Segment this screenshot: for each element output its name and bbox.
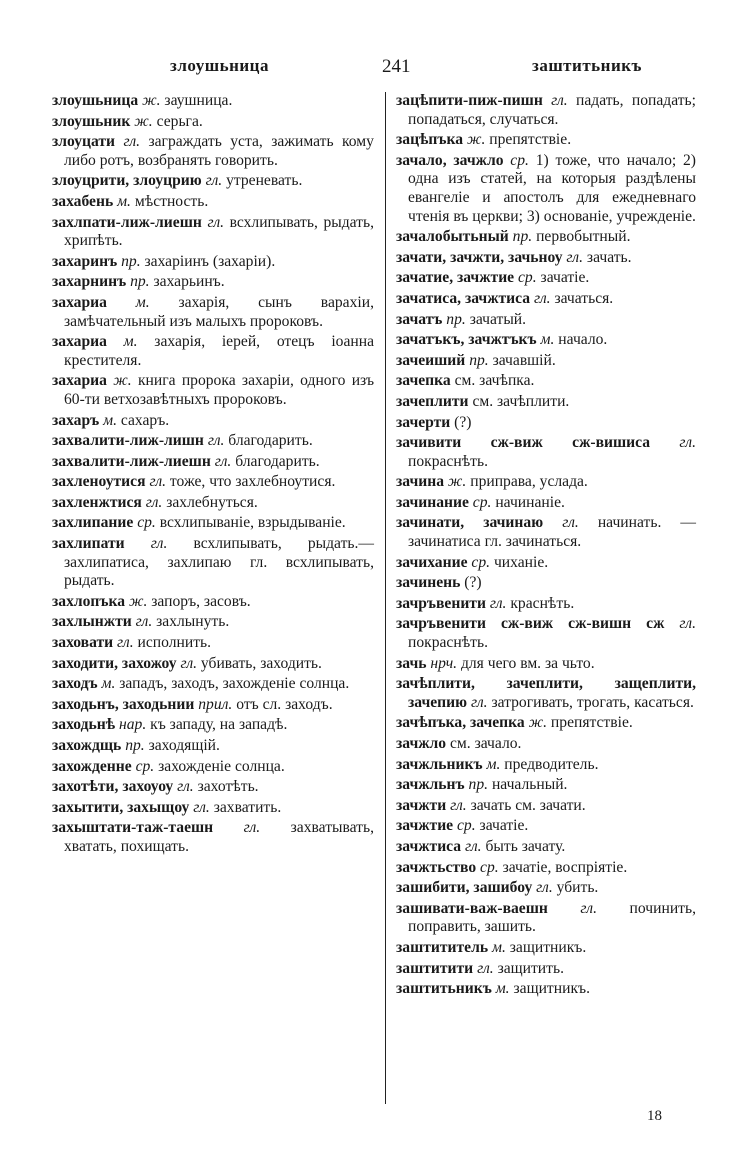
headword: зашибити, зашибоу (396, 879, 533, 897)
headword: захарнинъ (52, 273, 127, 291)
definition: (?) (454, 413, 472, 431)
headword: захлпати-лиж-лиешн (52, 213, 202, 231)
definition: 1) тоже, что начало; 2) одна изъ статей, на которыя раздѣлены евангеліе и апостолъ для ежедневнаго чтенія въ церкви; 3) основаніе, учрежденіе. (408, 151, 696, 225)
headword: зачерти (396, 413, 451, 431)
dictionary-entry (396, 879, 696, 898)
dictionary-entry (396, 960, 696, 979)
part-of-speech: пр. (121, 252, 141, 270)
part-of-speech: ср. (457, 817, 476, 835)
dictionary-entry (396, 817, 696, 836)
dictionary-entry (52, 696, 374, 715)
part-of-speech: гл. (177, 778, 194, 796)
dictionary-entry (396, 393, 696, 412)
headword: захариа (52, 372, 107, 390)
headword: зачинание (396, 493, 469, 511)
headword: зачръвенити сж-виж сж-вишн сж (396, 615, 665, 633)
part-of-speech: гл. (489, 594, 507, 612)
part-of-speech: ж. (528, 714, 548, 732)
definition: зачать. (586, 248, 632, 266)
dictionary-entry (52, 432, 374, 451)
dictionary-entry (52, 593, 374, 612)
part-of-speech: м. (123, 333, 138, 351)
dictionary-entry (396, 352, 696, 371)
part-of-speech: м. (540, 331, 555, 349)
part-of-speech: гл. (207, 213, 225, 231)
part-of-speech: гл. (123, 133, 141, 151)
definition: затрогивать, трогать, касаться. (491, 693, 694, 711)
dictionary-entry (396, 980, 696, 999)
dictionary-entry (52, 634, 374, 653)
definition: препятствіе. (489, 131, 572, 149)
headword: захаринъ (52, 252, 118, 270)
dictionary-entry (396, 92, 696, 129)
headword: зачжтиса (396, 837, 462, 855)
definition: зачатіе, воспріятіе. (502, 858, 628, 876)
definition: заушница. (164, 92, 233, 109)
headword: захотѣти, захоуоу (52, 778, 174, 796)
definition: для чего вм. за чьто. (460, 654, 595, 672)
dictionary-entry (396, 735, 696, 754)
dictionary-entry (52, 133, 374, 170)
definition: всхлипываніе, взрыдываніе. (159, 514, 346, 532)
part-of-speech: гл. (566, 248, 583, 266)
definition: къ западу, на западѣ. (150, 716, 288, 734)
part-of-speech: гл. (450, 796, 467, 814)
headword: зачѣплити, зачеплити, защеплити, зачепию (396, 675, 696, 711)
headword: зачина (396, 473, 444, 491)
dictionary-entry (396, 269, 696, 288)
headword: захленжтися (52, 493, 142, 511)
definition: починить, поправить, зашить. (408, 899, 696, 936)
headword: захлипати (52, 535, 125, 553)
headword: захвалити-лиж-лишн (52, 432, 204, 450)
definition: убивать, заходить. (200, 654, 322, 672)
part-of-speech: гл. (536, 879, 553, 897)
right-column (396, 92, 696, 1001)
headword: зачжльнъ (396, 776, 465, 794)
headword: злоуцрити, злоуцрию (52, 172, 202, 190)
definition: приправа, услада. (470, 473, 588, 491)
definition: зачатіе. (540, 269, 590, 287)
headword: зачжтие (396, 817, 454, 835)
definition: см. зачѣпка. (454, 372, 535, 390)
headword: злоуцати (52, 133, 116, 151)
left-running-head: злоушьница (170, 56, 269, 75)
headword: захлынжти (52, 613, 132, 631)
dictionary-entry (52, 737, 374, 756)
dictionary-entry (52, 372, 374, 409)
definition: покраснѣть. (408, 452, 488, 470)
part-of-speech: гл. (205, 172, 223, 190)
dictionary-entry (52, 535, 374, 591)
dictionary-entry (396, 595, 696, 614)
definition: захарьинъ. (153, 273, 225, 291)
dictionary-entry (52, 453, 374, 472)
dictionary-entry (52, 799, 374, 818)
definition: начинаніе. (495, 493, 565, 511)
definition: зачать см. зачати. (470, 796, 586, 814)
headword: зачати, зачжти, зачьноу (396, 248, 563, 266)
definition: см. зачѣплити. (472, 392, 570, 410)
part-of-speech: м. (117, 192, 131, 210)
dictionary-entry (396, 756, 696, 775)
headword: заштитьникъ (396, 980, 492, 998)
headword: захариа (52, 333, 107, 351)
dictionary-entry (396, 554, 696, 573)
part-of-speech: м. (101, 675, 116, 693)
headword: зашивати-важ-ваешн (396, 899, 548, 917)
part-of-speech: ж. (113, 372, 132, 390)
dictionary-entry (52, 494, 374, 513)
dictionary-entry (396, 776, 696, 795)
part-of-speech: пр. (125, 737, 145, 754)
headword: заходити, захожоу (52, 654, 177, 672)
definition: заходящій. (148, 737, 220, 754)
dictionary-entry (396, 514, 696, 551)
dictionary-entry (52, 92, 374, 111)
dictionary-entry (396, 574, 696, 593)
part-of-speech: м. (103, 411, 117, 429)
dictionary-entry (52, 655, 374, 674)
dictionary-entry (52, 758, 374, 777)
definition: книга пророка захаріи, одного изъ 60-ти ветхозавѣтныхъ пророковъ. (64, 372, 375, 408)
part-of-speech: пр. (446, 310, 466, 328)
left-column (52, 92, 374, 859)
part-of-speech: ср. (480, 858, 499, 876)
headword: заходъ (52, 675, 98, 693)
headword: зачжти (396, 796, 447, 814)
definition: покраснѣть. (408, 634, 488, 652)
dictionary-entry (52, 819, 374, 856)
headword: зачатие, зачжтие (396, 269, 515, 287)
part-of-speech: гл. (465, 837, 482, 855)
definition: препятствіе. (550, 714, 633, 732)
definition: всхлипывать, рыдать.— захлипатиса, захлипаю гл. всхлипывать, рыдать. (64, 535, 374, 590)
definition: мѣстность. (134, 192, 209, 210)
headword: зачѣпъка, зачепка (396, 714, 525, 732)
part-of-speech: гл. (149, 473, 167, 491)
dictionary-entry (52, 514, 374, 533)
definition: захватить. (213, 798, 282, 816)
definition: начало. (558, 331, 608, 349)
definition: (?) (464, 574, 482, 592)
definition: быть зачату. (485, 837, 566, 855)
dictionary-entry (396, 838, 696, 857)
definition: зачавшій. (492, 351, 556, 369)
part-of-speech: гл. (679, 434, 696, 452)
part-of-speech: гл. (533, 289, 551, 307)
definition: зачатіе. (479, 817, 529, 835)
definition: захватывать, хватать, похищать. (64, 819, 374, 855)
headword: зачжло (396, 735, 447, 752)
column-divider (385, 92, 386, 1104)
dictionary-entry (52, 253, 374, 272)
headword: злоушьник (52, 112, 131, 130)
part-of-speech: м. (486, 755, 501, 773)
definition: зачатый. (469, 310, 527, 328)
definition: краснѣть. (510, 594, 575, 612)
part-of-speech: пр. (468, 776, 489, 794)
dictionary-entry (52, 294, 374, 331)
headword: зачихание (396, 553, 468, 571)
part-of-speech: гл. (679, 615, 696, 633)
part-of-speech: гл. (180, 654, 198, 672)
part-of-speech: гл. (150, 535, 168, 553)
dictionary-entry (396, 655, 696, 674)
dictionary-entry (396, 372, 696, 391)
headword: зачивити сж-виж сж-вишиса (396, 434, 651, 452)
definition: чиханіе. (493, 553, 549, 571)
dictionary-entry (52, 113, 374, 132)
headword: захытити, захыщоу (52, 798, 190, 816)
headword: заховати (52, 634, 114, 652)
page-number: 241 (382, 56, 411, 77)
headword: зачеплити (396, 392, 469, 410)
dictionary-entry (396, 331, 696, 350)
part-of-speech: ср. (137, 514, 156, 532)
headword: злоушьница (52, 92, 139, 109)
part-of-speech: нрч. (430, 654, 458, 672)
definition: утреневать. (226, 172, 303, 190)
part-of-speech: прил. (198, 695, 233, 713)
headword: захождщь (52, 737, 122, 754)
part-of-speech: гл. (470, 693, 488, 711)
part-of-speech: м. (495, 980, 510, 998)
dictionary-entry (396, 615, 696, 652)
headword: захожденне (52, 757, 132, 775)
part-of-speech: ж. (134, 112, 153, 130)
dictionary-entry (396, 434, 696, 471)
part-of-speech: нар. (119, 716, 147, 734)
definition: благодарить. (228, 432, 313, 450)
part-of-speech: ж. (128, 592, 148, 610)
dictionary-entry (52, 778, 374, 797)
part-of-speech: м. (135, 293, 150, 311)
dictionary-entry (52, 214, 374, 251)
definition: захлебнуться. (166, 493, 258, 511)
part-of-speech: ср. (518, 269, 537, 287)
definition: защитникъ. (513, 980, 590, 998)
dictionary-entry (396, 249, 696, 268)
part-of-speech: м. (492, 938, 506, 956)
headword: заходьнѣ (52, 716, 116, 734)
part-of-speech: ср. (472, 493, 492, 511)
headword: зацѣпъка (396, 131, 464, 149)
part-of-speech: ср. (471, 553, 491, 571)
part-of-speech: гл. (580, 899, 597, 917)
dictionary-entry (396, 311, 696, 330)
dictionary-entry (396, 131, 696, 150)
part-of-speech: гл. (145, 493, 163, 511)
definition: захлынуть. (156, 613, 230, 631)
part-of-speech: гл. (562, 514, 579, 532)
part-of-speech: ж. (447, 473, 467, 491)
definition: тоже, что захлебноутися. (169, 473, 336, 491)
dictionary-entry (52, 412, 374, 431)
part-of-speech: гл. (207, 432, 225, 450)
right-running-head: заштитьникъ (532, 56, 642, 75)
part-of-speech: гл. (117, 634, 134, 652)
headword: зачало, зачжло (396, 151, 504, 169)
headword: заштититель (396, 938, 489, 956)
headword: зачжльникъ (396, 755, 483, 773)
definition: отъ сл. заходъ. (236, 695, 333, 713)
running-header (52, 56, 669, 84)
definition: зачаться. (554, 289, 614, 307)
headword: захленоутися (52, 473, 146, 491)
dictionary-entry (396, 900, 696, 937)
definition: начальный. (491, 776, 568, 794)
part-of-speech: ср. (135, 757, 155, 775)
part-of-speech: ж. (466, 131, 486, 149)
definition: защитить. (497, 959, 564, 977)
definition: первобытный. (536, 228, 631, 246)
signature-mark: 18 (647, 1108, 662, 1124)
definition: захарія, іерей, отецъ іоанна крестителя. (64, 333, 374, 369)
dictionary-entry (52, 675, 374, 694)
headword: зачинень (396, 574, 461, 592)
dictionary-entry (396, 414, 696, 433)
headword: заштитити (396, 959, 474, 977)
headword: зачатъ (396, 310, 443, 328)
definition: предводитель. (504, 755, 599, 773)
headword: зачжтьство (396, 858, 477, 876)
part-of-speech: гл. (135, 613, 153, 631)
definition: благодарить. (235, 452, 320, 470)
dictionary-entry (52, 172, 374, 191)
definition: убить. (556, 879, 599, 897)
headword: зацѣпити-пиж-пишн (396, 92, 543, 109)
headword: захыштати-таж-таешн (52, 819, 214, 837)
dictionary-entry (52, 716, 374, 735)
definition: сахаръ. (120, 411, 170, 429)
definition: захотѣть. (197, 778, 259, 796)
headword: зачепка (396, 372, 451, 390)
headword: захлопъка (52, 592, 126, 610)
dictionary-entry (396, 675, 696, 712)
headword: зачь (396, 654, 427, 672)
definition: см. зачало. (450, 735, 522, 752)
definition: захарія, сынъ варахіи, замѣчательный изъ малыхъ пророковъ. (64, 293, 374, 330)
part-of-speech: гл. (477, 959, 494, 977)
headword: захариа (52, 293, 107, 311)
definition: заграждать уста, зажимать кому либо ротъ, возбранять говорить. (64, 133, 374, 169)
dictionary-entry (396, 714, 696, 733)
dictionary-entry (52, 333, 374, 370)
part-of-speech: гл. (243, 819, 261, 837)
dictionary-entry (396, 290, 696, 309)
headword: зачинати, зачинаю (396, 514, 544, 532)
headword: захвалити-лиж-лиешн (52, 452, 211, 470)
definition: запоръ, засовъ. (151, 592, 251, 610)
dictionary-entry (396, 228, 696, 247)
headword: зачеиший (396, 351, 466, 369)
definition: падать, попадать; попадаться, случаться. (408, 92, 696, 128)
headword: захлипание (52, 514, 134, 532)
part-of-speech: ж. (142, 92, 161, 109)
definition: захаріинъ (захаріи). (144, 252, 276, 270)
definition: западъ, заходъ, захожденіе солнца. (119, 675, 350, 693)
dictionary-entry (396, 859, 696, 878)
part-of-speech: пр. (469, 351, 489, 369)
part-of-speech: пр. (130, 273, 150, 291)
part-of-speech: гл. (193, 798, 210, 816)
definition: начинать. — зачинатиса гл. зачинаться. (408, 514, 696, 551)
headword: зачръвенити (396, 594, 486, 612)
part-of-speech: гл. (551, 92, 568, 109)
dictionary-entry (396, 939, 696, 958)
headword: зачалобытьный (396, 228, 509, 246)
part-of-speech: ср. (510, 151, 529, 169)
dictionary-entry (52, 473, 374, 492)
definition: защитникъ. (509, 938, 587, 956)
headword: захабень (52, 192, 114, 210)
dictionary-entry (396, 797, 696, 816)
dictionary-entry (396, 473, 696, 492)
headword: захаръ (52, 411, 100, 429)
dictionary-entry (396, 152, 696, 226)
definition: серьга. (156, 112, 203, 130)
definition: исполнить. (137, 634, 212, 652)
dictionary-entry (396, 494, 696, 513)
definition: захожденіе солнца. (158, 757, 285, 775)
headword: заходьнъ, заходьнии (52, 695, 195, 713)
definition: всхлипывать, рыдать, хрипѣть. (64, 213, 375, 250)
dictionary-entry (52, 193, 374, 212)
dictionary-entry (52, 613, 374, 632)
headword: зачатиса, зачжтиса (396, 289, 531, 307)
part-of-speech: пр. (512, 228, 533, 246)
part-of-speech: гл. (214, 452, 232, 470)
dictionary-entry (52, 273, 374, 292)
headword: зачатъкъ, зачжтъкъ (396, 331, 537, 349)
